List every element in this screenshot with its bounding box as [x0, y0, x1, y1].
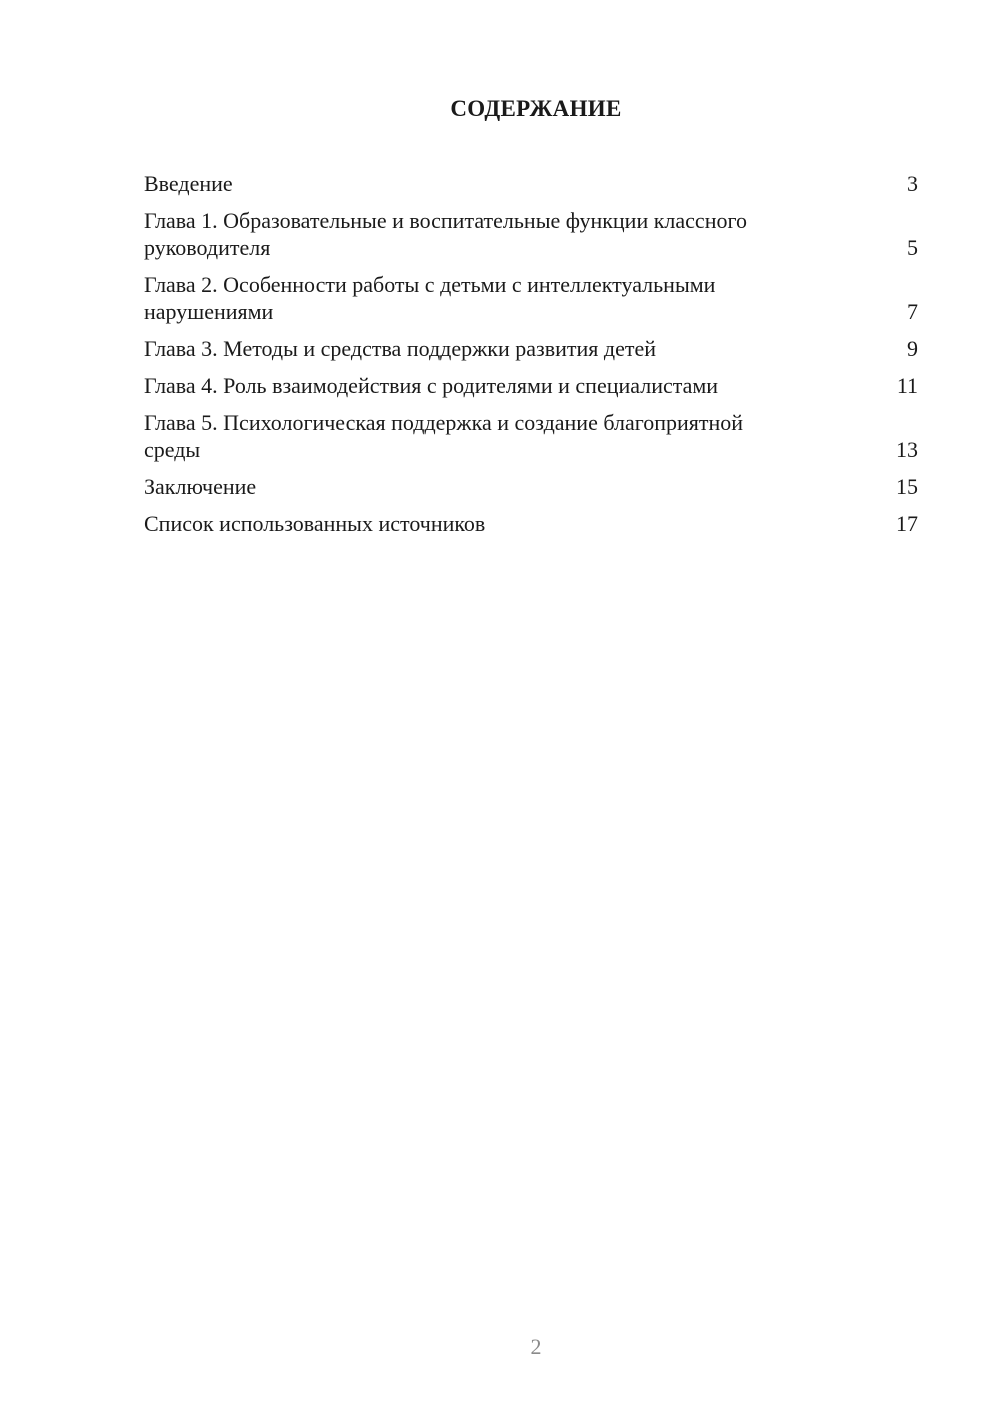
- toc-entry-references: [144, 510, 918, 537]
- toc-entry-label: Заключение: [144, 474, 257, 499]
- toc-entry-conclusion: [144, 473, 918, 500]
- toc-entry-introduction: [144, 170, 918, 197]
- toc-entry-chapter-2: [144, 271, 918, 325]
- toc-entry-label: Глава 4. Роль взаимодействия с родителями и специалистами: [144, 373, 719, 398]
- toc-entry-chapter-5: [144, 409, 918, 463]
- toc-entry-label: Список использованных источников: [144, 511, 486, 536]
- toc-entry-page: 3: [907, 171, 918, 196]
- toc-entry-label: Глава 1. Образовательные и воспитательные функции классного руководителя: [144, 208, 747, 260]
- toc-entry-label: Глава 3. Методы и средства поддержки развития детей: [144, 336, 657, 361]
- toc-entry-page: 7: [907, 299, 918, 324]
- page-number: 2: [530, 1334, 542, 1359]
- toc-entry-chapter-3: [144, 335, 918, 362]
- toc-entry-label: Введение: [144, 171, 233, 196]
- toc-entry-page: 15: [896, 474, 918, 499]
- toc-entry-page: 9: [907, 336, 918, 361]
- toc-entry-label: Глава 2. Особенности работы с детьми с интеллектуальными нарушениями: [144, 272, 716, 324]
- table-of-contents: [144, 170, 918, 547]
- toc-entry-page: 5: [907, 235, 918, 260]
- toc-entry-page: 11: [896, 373, 918, 398]
- toc-entry-page: 17: [896, 511, 918, 536]
- toc-entry-page: 13: [896, 437, 918, 462]
- toc-entry-chapter-4: [144, 372, 918, 399]
- toc-entry-chapter-1: [144, 207, 918, 261]
- toc-entry-label: Глава 5. Психологическая поддержка и создание благоприятной среды: [144, 410, 744, 462]
- toc-title: СОДЕРЖАНИЕ: [450, 96, 622, 121]
